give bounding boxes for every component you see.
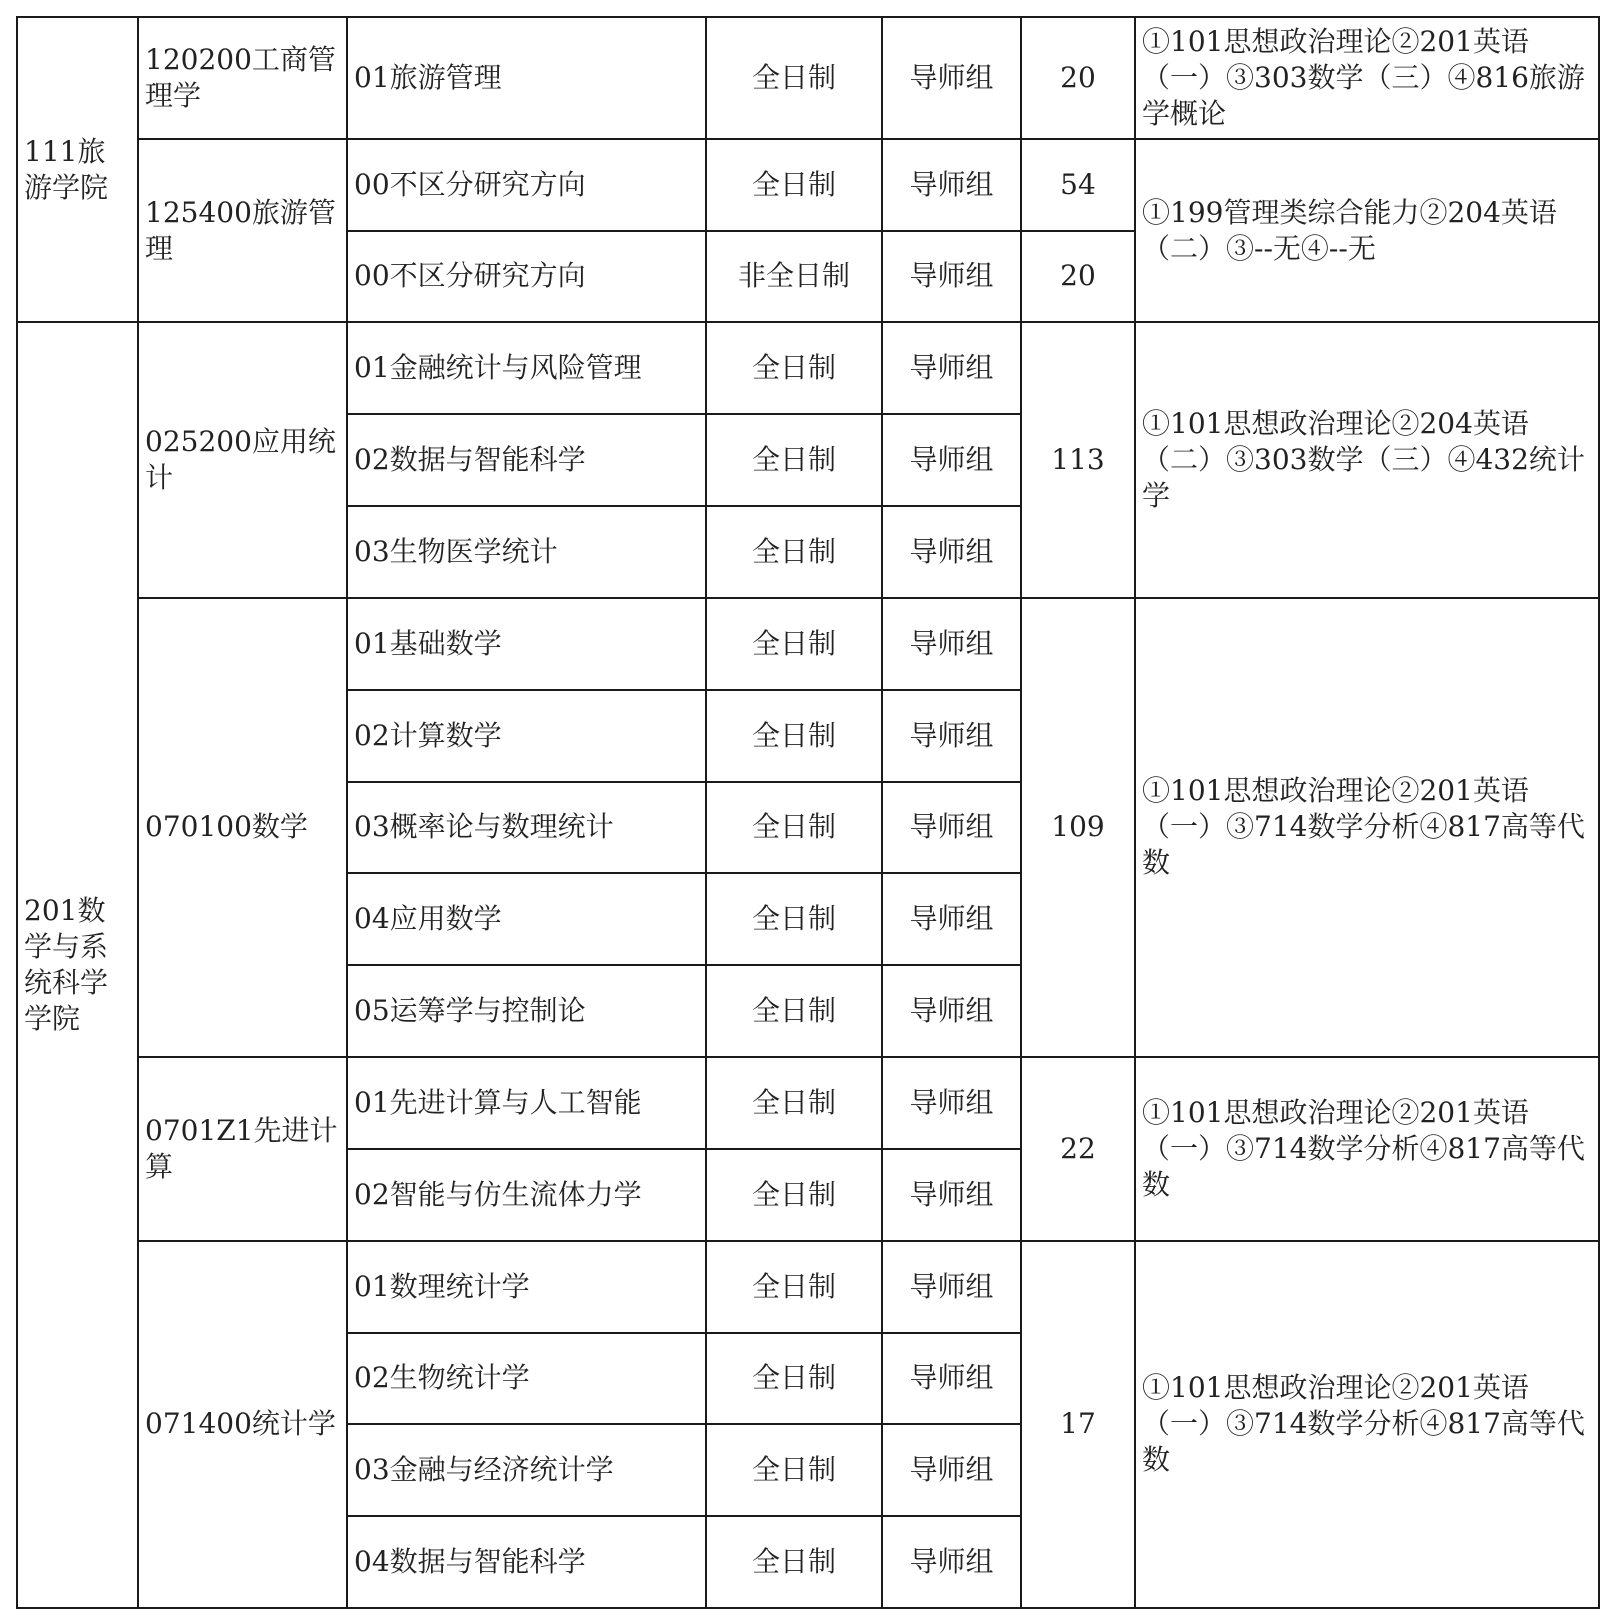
direction-cell: 02生物统计学	[347, 1333, 706, 1425]
quota-cell: 20	[1021, 17, 1135, 139]
direction-cell: 05运筹学与控制论	[347, 965, 706, 1057]
exam-subjects-cell: ①101思想政治理论②201英语（一）③714数学分析④817高等代数	[1135, 598, 1599, 1057]
study-mode-cell: 全日制	[706, 1241, 882, 1333]
supervisor-cell: 导师组	[882, 139, 1021, 231]
table-row	[17, 17, 1599, 139]
study-mode-cell: 非全日制	[706, 231, 882, 323]
direction-cell: 00不区分研究方向	[347, 139, 706, 231]
direction-cell: 01金融统计与风险管理	[347, 322, 706, 414]
study-mode-cell: 全日制	[706, 1516, 882, 1608]
department-cell: 111旅游学院	[17, 17, 138, 322]
study-mode-cell: 全日制	[706, 414, 882, 506]
supervisor-cell: 导师组	[882, 965, 1021, 1057]
direction-cell: 03金融与经济统计学	[347, 1424, 706, 1516]
supervisor-cell: 导师组	[882, 873, 1021, 965]
study-mode-cell: 全日制	[706, 873, 882, 965]
supervisor-cell: 导师组	[882, 1149, 1021, 1241]
study-mode-cell: 全日制	[706, 1424, 882, 1516]
study-mode-cell: 全日制	[706, 1057, 882, 1149]
supervisor-cell: 导师组	[882, 690, 1021, 782]
direction-cell: 01数理统计学	[347, 1241, 706, 1333]
direction-cell: 04数据与智能科学	[347, 1516, 706, 1608]
direction-cell: 02智能与仿生流体力学	[347, 1149, 706, 1241]
major-cell: 120200工商管理学	[138, 17, 347, 139]
exam-subjects-cell: ①101思想政治理论②204英语（二）③303数学（三）④432统计学	[1135, 322, 1599, 597]
exam-subjects-cell: ①101思想政治理论②201英语（一）③714数学分析④817高等代数	[1135, 1057, 1599, 1241]
direction-cell: 03生物医学统计	[347, 506, 706, 598]
table-row	[17, 598, 1599, 690]
study-mode-cell: 全日制	[706, 598, 882, 690]
study-mode-cell: 全日制	[706, 1333, 882, 1425]
major-cell: 0701Z1先进计算	[138, 1057, 347, 1241]
table-row	[17, 1241, 1599, 1333]
direction-cell: 02数据与智能科学	[347, 414, 706, 506]
supervisor-cell: 导师组	[882, 506, 1021, 598]
quota-cell: 17	[1021, 1241, 1135, 1608]
study-mode-cell: 全日制	[706, 139, 882, 231]
admissions-table	[16, 16, 1600, 1609]
department-cell: 201数学与系统科学学院	[17, 322, 138, 1608]
supervisor-cell: 导师组	[882, 782, 1021, 874]
supervisor-cell: 导师组	[882, 414, 1021, 506]
major-cell: 071400统计学	[138, 1241, 347, 1608]
quota-cell: 20	[1021, 231, 1135, 323]
supervisor-cell: 导师组	[882, 598, 1021, 690]
direction-cell: 01基础数学	[347, 598, 706, 690]
study-mode-cell: 全日制	[706, 322, 882, 414]
supervisor-cell: 导师组	[882, 1333, 1021, 1425]
study-mode-cell: 全日制	[706, 965, 882, 1057]
direction-cell: 02计算数学	[347, 690, 706, 782]
exam-subjects-cell: ①101思想政治理论②201英语（一）③714数学分析④817高等代数	[1135, 1241, 1599, 1608]
supervisor-cell: 导师组	[882, 1057, 1021, 1149]
direction-cell: 01先进计算与人工智能	[347, 1057, 706, 1149]
direction-cell: 04应用数学	[347, 873, 706, 965]
exam-subjects-cell: ①101思想政治理论②201英语（一）③303数学（三）④816旅游学概论	[1135, 17, 1599, 139]
major-cell: 125400旅游管理	[138, 139, 347, 323]
supervisor-cell: 导师组	[882, 1424, 1021, 1516]
quota-cell: 22	[1021, 1057, 1135, 1241]
quota-cell: 109	[1021, 598, 1135, 1057]
exam-subjects-cell: ①199管理类综合能力②204英语（二）③--无④--无	[1135, 139, 1599, 323]
study-mode-cell: 全日制	[706, 506, 882, 598]
table-row	[17, 139, 1599, 231]
study-mode-cell: 全日制	[706, 690, 882, 782]
supervisor-cell: 导师组	[882, 322, 1021, 414]
direction-cell: 01旅游管理	[347, 17, 706, 139]
table-row	[17, 322, 1599, 414]
supervisor-cell: 导师组	[882, 1241, 1021, 1333]
study-mode-cell: 全日制	[706, 782, 882, 874]
table-row	[17, 1057, 1599, 1149]
direction-cell: 03概率论与数理统计	[347, 782, 706, 874]
quota-cell: 113	[1021, 322, 1135, 597]
direction-cell: 00不区分研究方向	[347, 231, 706, 323]
major-cell: 070100数学	[138, 598, 347, 1057]
supervisor-cell: 导师组	[882, 1516, 1021, 1608]
supervisor-cell: 导师组	[882, 17, 1021, 139]
supervisor-cell: 导师组	[882, 231, 1021, 323]
study-mode-cell: 全日制	[706, 17, 882, 139]
quota-cell: 54	[1021, 139, 1135, 231]
study-mode-cell: 全日制	[706, 1149, 882, 1241]
major-cell: 025200应用统计	[138, 322, 347, 597]
